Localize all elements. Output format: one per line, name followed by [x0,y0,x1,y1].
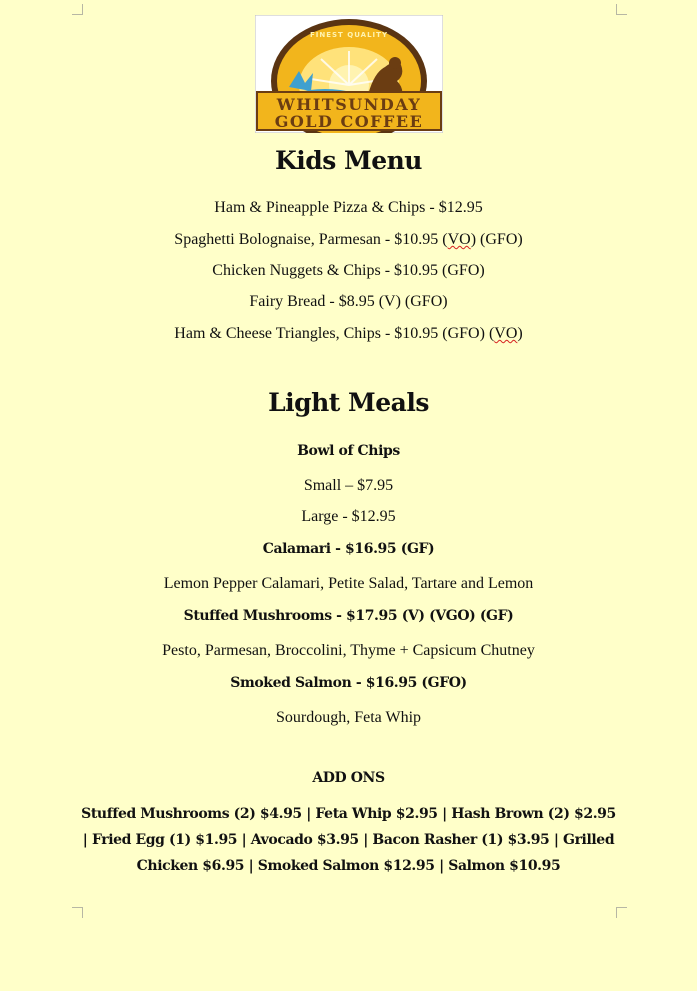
smoked-salmon-title: Smoked Salmon - $16.95 (GFO) [230,675,467,691]
smoked-salmon-description: Sourdough, Feta Whip [275,709,422,726]
logo-brand-line1: WHITSUNDAY [276,95,422,114]
light-meals-title: Light Meals [268,388,429,417]
kids-item-3: Chicken Nuggets & Chips - $10.95 (GFO) [212,262,485,279]
chips-small-price: Small – $7.95 [303,477,394,494]
bowl-of-chips-title: Bowl of Chips [297,443,400,459]
stuffed-mushrooms-title: Stuffed Mushrooms - $17.95 (V) (VGO) (GF) [183,608,514,624]
calamari-title: Calamari - $16.95 (GF) [262,541,435,557]
page-corner-mark [72,4,83,15]
kids-item-1: Ham & Pineapple Pizza & Chips - $12.95 [214,199,483,216]
logo-top-text: FINEST QUALITY [309,31,389,39]
calamari-description: Lemon Pepper Calamari, Petite Salad, Tartare and Lemon [163,575,534,592]
kids-item-4: Fairy Bread - $8.95 (V) (GFO) [249,293,448,310]
kids-menu-title: Kids Menu [275,146,422,175]
page-corner-mark [72,907,83,918]
whitsunday-gold-coffee-logo [255,15,443,133]
page-corner-mark [616,907,627,918]
logo-brand-line2: GOLD COFFEE [274,112,424,131]
kids-item-5: Ham & Cheese Triangles, Chips - $10.95 (GFO) (VO) [174,325,523,342]
chips-large-price: Large - $12.95 [301,508,396,525]
add-ons-list: Stuffed Mushrooms (2) $4.95 | Feta Whip $2.95 | Hash Brown (2) $2.95 | Fried Egg (1) $1.95 | Avocado $3.95 | Bacon Rasher (1) $3.95 | Grilled Chicken $6.95 | Smoked Salmon $12.95 | Salmon $10.95 [81,806,616,874]
kids-item-2: Spaghetti Bolognaise, Parmesan - $10.95 (VO) (GFO) [174,231,523,248]
stuffed-mushrooms-description: Pesto, Parmesan, Broccolini, Thyme + Capsicum Chutney [162,642,535,659]
page-corner-mark [616,4,627,15]
add-ons-title: ADD ONS [312,770,385,786]
